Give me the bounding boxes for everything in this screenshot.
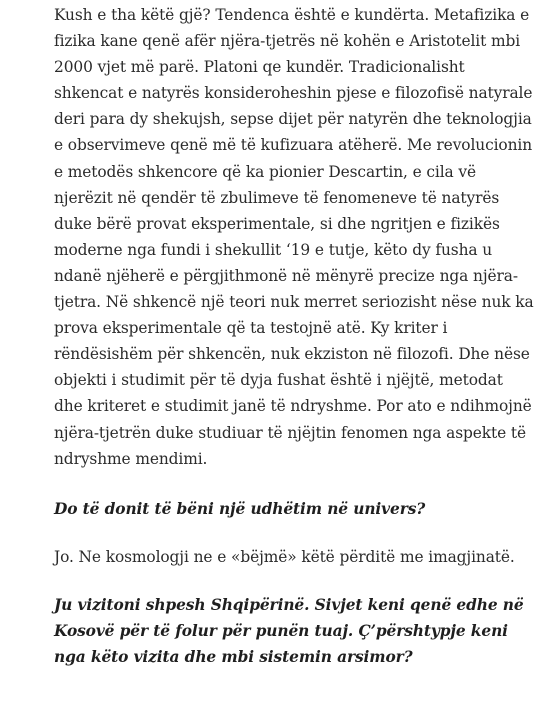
spacer — [54, 472, 534, 496]
article-paragraph: Kush e tha këtë gjë? Tendenca është e kundërta. Metafizika e fizika kane qenë afër njëra-tjetrës në kohën e Aristotelit mbi 2000 vjet më parë. Platoni qe kundër. Tradicionalisht shkencat e natyrës konsideroheshin pjese e filozofisë natyrale deri para dy shekujsh, sepse dijet për natyrën dhe teknologjia e observimeve qenë më të kufizuara atëherë. Me revolucionin e metodës shkencore që ka pionier Descartin, e cila vë njerëzit në qendër të zbulimeve të fenomeneve të natyrës duke bërë provat eksperimentale, si dhe ngritjen e fizikës moderne nga fundi i shekullit ‘19 e tutje, këto dy fusha u ndanë njëherë e përgjithmonë në mënyrë precize nga njëra-tjetra. Në shkencë një teori nuk merret seriozisht nëse nuk ka prova eksperimentale që ta testojnë atë. Ky kriter i rëndësishëm për shkencën, nuk ekziston në filozofi. Dhe nëse objekti i studimit për të dyja fushat është i njëjtë, metodat dhe kriteret e studimit janë të ndryshme. Por ato e ndihmojnë njëra-tjetrën duke studiuar të njëjtin fenomen nga aspekte të ndryshme mendimi. — [54, 6, 534, 468]
article-body — [54, 0, 534, 670]
interview-question: Do të donit të bëni një udhëtim në univers? — [54, 499, 426, 518]
interview-question: Ju vizitoni shpesh Shqipërinë. Sivjet keni qenë edhe në Kosovë për të folur për punën tuaj. Ç’përshtypje keni nga këto vizita dhe mbi sistemin arsimor? — [54, 595, 524, 667]
spacer — [54, 522, 534, 544]
interview-answer: Jo. Ne kosmologji ne e «bëjmë» këtë përditë me imagjinatë. — [54, 547, 515, 566]
spacer — [54, 570, 534, 592]
